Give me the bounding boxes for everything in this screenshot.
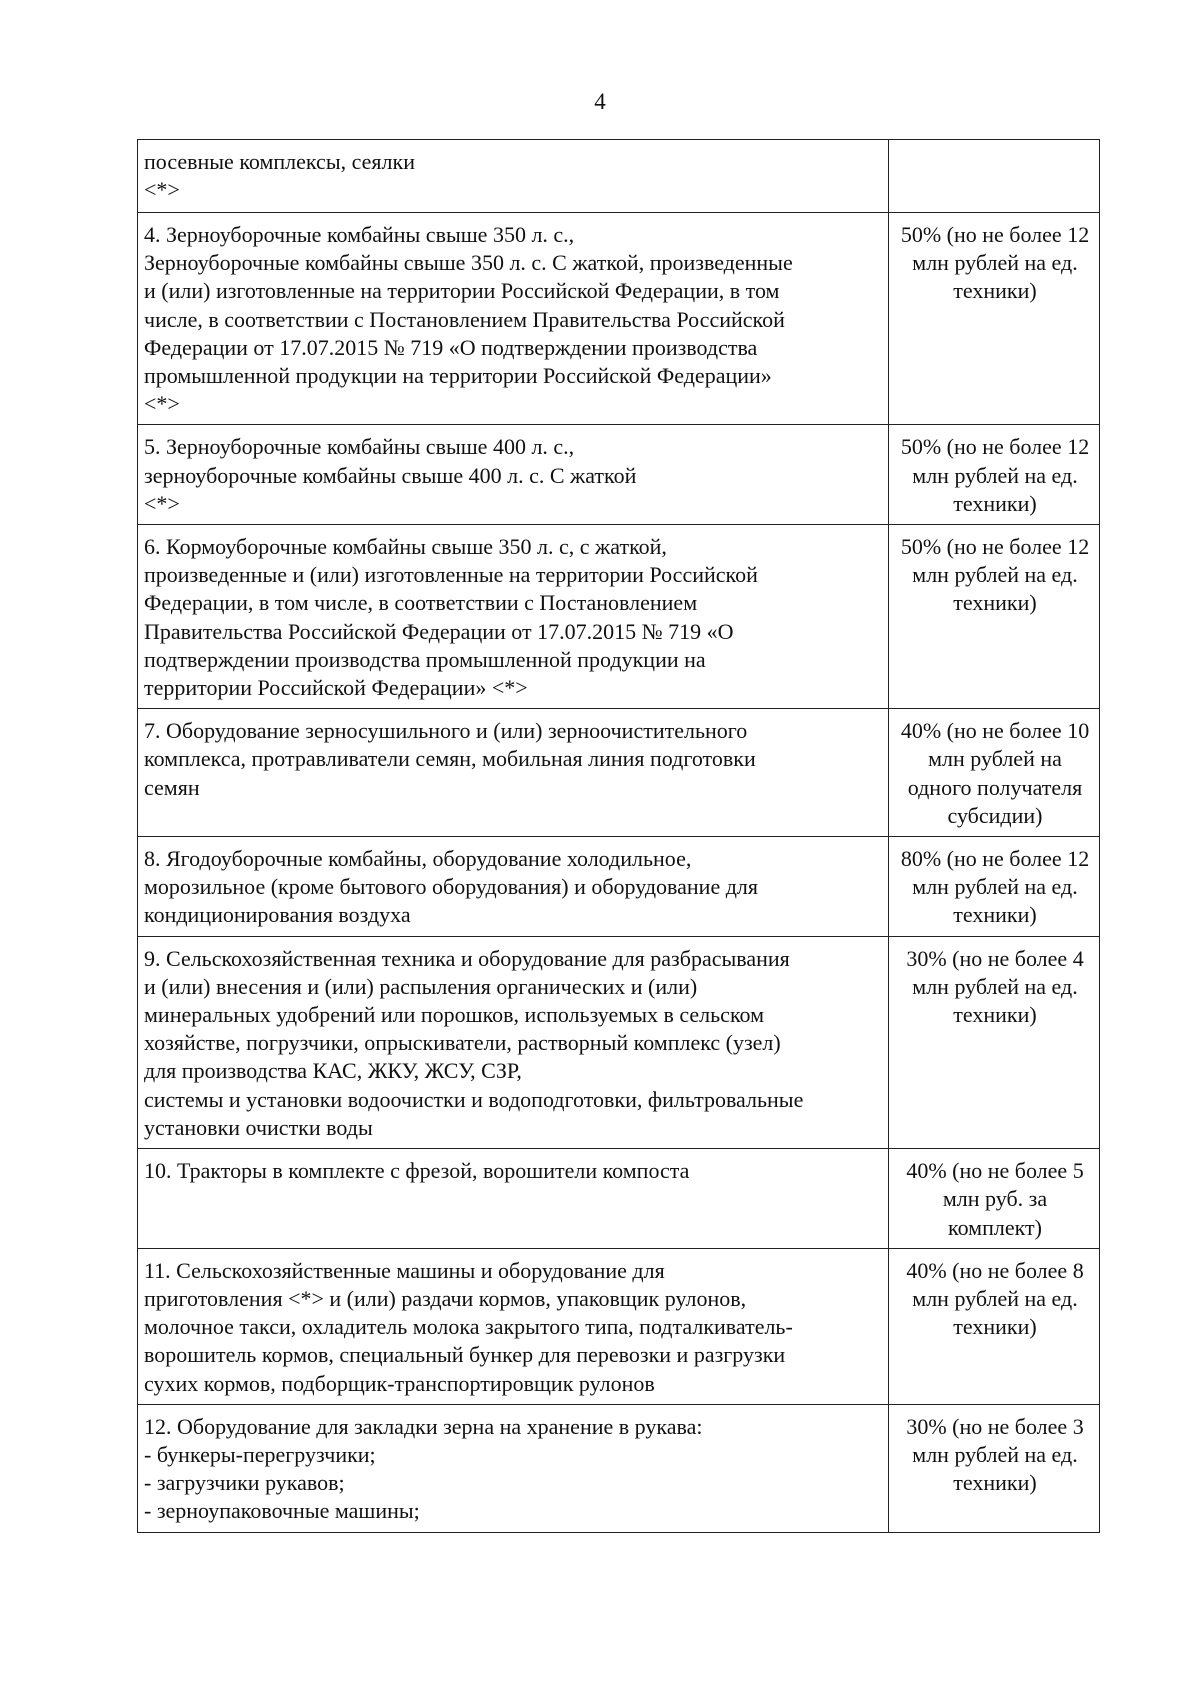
description-line: молочное такси, охладитель молока закрытого типа, подталкиватель- (144, 1314, 793, 1340)
rate-line: млн рублей на ед. (912, 462, 1078, 488)
rate-line: 30% (но не более 4 (906, 945, 1084, 971)
description-line: зерноуборочные комбайны свыше 400 л. с. С жаткой (144, 462, 637, 488)
equipment-description-cell (138, 936, 889, 1148)
page-number: 4 (594, 89, 606, 114)
subsidy-rate-cell (889, 525, 1100, 709)
subsidy-rate-cell (889, 709, 1100, 837)
description-line: 4. Зерноуборочные комбайны свыше 350 л. с., (144, 222, 575, 247)
description-line: 12. Оборудование для закладки зерна на хранение в рукава: (144, 1413, 703, 1439)
description-line: системы и установки водоочистки и водоподготовки, фильтровальные (144, 1086, 804, 1112)
description-line: промышленной продукции на территории Российской Федерации» (144, 363, 772, 389)
subsidy-rate-cell (889, 140, 1100, 213)
rate-line: техники) (953, 1002, 1037, 1028)
table-row (138, 837, 1100, 937)
rate-line: млн рублей на ед. (912, 250, 1078, 276)
description-line: для производства КАС, ЖКУ, ЖСУ, СЗР, (144, 1058, 522, 1084)
rate-line: субсидии) (947, 802, 1043, 828)
rate-line: млн рублей на ед. (912, 1441, 1078, 1467)
description-line: хозяйстве, погрузчики, опрыскиватели, растворный комплекс (узел) (144, 1030, 781, 1056)
description-line: установки очистки воды (144, 1114, 373, 1140)
rate-line: млн рублей на ед. (912, 973, 1078, 999)
description-line: - загрузчики рукавов; (144, 1470, 345, 1496)
description-line: посевные комплексы, сеялки (144, 149, 415, 174)
rate-line: 80% (но не более 12 (900, 846, 1090, 872)
description-line: <*> (144, 490, 180, 516)
table-row (138, 1404, 1100, 1532)
subsidy-rate-cell (889, 837, 1100, 937)
description-line: и (или) внесения и (или) распыления органических и (или) (144, 973, 698, 999)
rate-line: 40% (но не более 5 (906, 1158, 1084, 1184)
description-line: - зерноупаковочные машины; (144, 1498, 420, 1524)
description-line: <*> (144, 391, 180, 417)
equipment-description-cell (138, 140, 889, 213)
rate-line: млн рублей на ед. (912, 562, 1078, 588)
description-line: Федерации, в том числе, в соответствии с Постановлением (144, 590, 698, 616)
description-line: 11. Сельскохозяйственные машины и оборудование для (144, 1257, 665, 1283)
equipment-description-cell (138, 837, 889, 937)
description-line: семян (144, 774, 200, 800)
description-line: 8. Ягодоуборочные комбайны, оборудование холодильное, (144, 846, 692, 872)
table-row (138, 1149, 1100, 1249)
description-line: и (или) изготовленные на территории Российской Федерации, в том (144, 278, 780, 304)
description-line: <*> (144, 177, 180, 203)
rate-line: техники) (953, 1314, 1037, 1340)
subsidy-rate-cell (889, 1149, 1100, 1249)
rate-line: 40% (но не более 10 (900, 718, 1090, 744)
table-row (138, 1248, 1100, 1404)
description-line: произведенные и (или) изготовленные на территории Российской (144, 562, 758, 588)
rate-line: млн рублей на (928, 746, 1062, 772)
table-body (138, 140, 1100, 1533)
rate-line: техники) (953, 1470, 1037, 1496)
rate-line: 50% (но не более 12 (900, 534, 1090, 560)
rate-line: техники) (953, 490, 1037, 516)
description-line: территории Российской Федерации» <*> (144, 675, 528, 701)
equipment-description-cell (138, 1248, 889, 1404)
equipment-description-cell (138, 213, 889, 425)
table-row (138, 425, 1100, 525)
subsidy-rate-cell (889, 1248, 1100, 1404)
rate-line: 30% (но не более 3 (906, 1413, 1084, 1439)
description-line: - бункеры-перегрузчики; (144, 1441, 376, 1467)
rate-line: 40% (но не более 8 (906, 1257, 1084, 1283)
subsidy-rate-cell (889, 425, 1100, 525)
subsidy-rate-cell (889, 936, 1100, 1148)
equipment-description-cell (138, 1404, 889, 1532)
rate-line: 50% (но не более 12 (900, 434, 1090, 460)
description-line: ворошитель кормов, специальный бункер для перевозки и разгрузки (144, 1342, 786, 1368)
description-line: приготовления <*> и (или) раздачи кормов, упаковщик рулонов, (144, 1285, 747, 1311)
description-line: комплекса, протравливатели семян, мобильная линия подготовки (144, 746, 756, 772)
rate-line: техники) (953, 902, 1037, 928)
subsidy-table (137, 139, 1100, 1533)
rate-line: комплект) (948, 1214, 1042, 1240)
description-line: числе, в соответствии с Постановлением Правительства Российской (144, 306, 785, 332)
table-row (138, 936, 1100, 1148)
equipment-description-cell (138, 425, 889, 525)
subsidy-rate-cell (889, 1404, 1100, 1532)
table-row (138, 709, 1100, 837)
rate-line: млн руб. за (942, 1186, 1048, 1212)
equipment-description-cell (138, 525, 889, 709)
description-line: минеральных удобрений или порошков, используемых в сельском (144, 1002, 765, 1028)
description-line: Зерноуборочные комбайны свыше 350 л. с. С жаткой, произведенные (144, 250, 793, 276)
rate-line: млн рублей на ед. (912, 1285, 1078, 1311)
equipment-description-cell (138, 709, 889, 837)
rate-line: одного получателя (907, 774, 1083, 800)
description-line: 7. Оборудование зерносушильного и (или) зерноочистительного (144, 718, 748, 744)
description-line: 5. Зерноуборочные комбайны свыше 400 л. с., (144, 434, 575, 460)
description-line: Федерации от 17.07.2015 № 719 «О подтверждении производства (144, 334, 758, 360)
table-row (138, 140, 1100, 213)
table-row (138, 213, 1100, 425)
description-line: 10. Тракторы в комплекте с фрезой, ворошители компоста (144, 1158, 690, 1184)
description-line: 9. Сельскохозяйственная техника и оборудование для разбрасывания (144, 945, 790, 971)
description-line: Правительства Российской Федерации от 17.07.2015 № 719 «О (144, 618, 734, 644)
table-row (138, 525, 1100, 709)
description-line: подтверждении производства промышленной продукции на (144, 646, 706, 672)
rate-line: техники) (953, 590, 1037, 616)
description-line: морозильное (кроме бытового оборудования) и оборудование для (144, 874, 759, 900)
equipment-description-cell (138, 1149, 889, 1249)
description-line: кондиционирования воздуха (144, 902, 411, 928)
subsidy-rate-cell (889, 213, 1100, 425)
rate-line: млн рублей на ед. (912, 874, 1078, 900)
description-line: сухих кормов, подборщик-транспортировщик рулонов (144, 1370, 655, 1396)
rate-line: 50% (но не более 12 (900, 222, 1090, 247)
description-line: 6. Кормоуборочные комбайны свыше 350 л. с, с жаткой, (144, 534, 667, 560)
rate-line: техники) (953, 278, 1037, 304)
